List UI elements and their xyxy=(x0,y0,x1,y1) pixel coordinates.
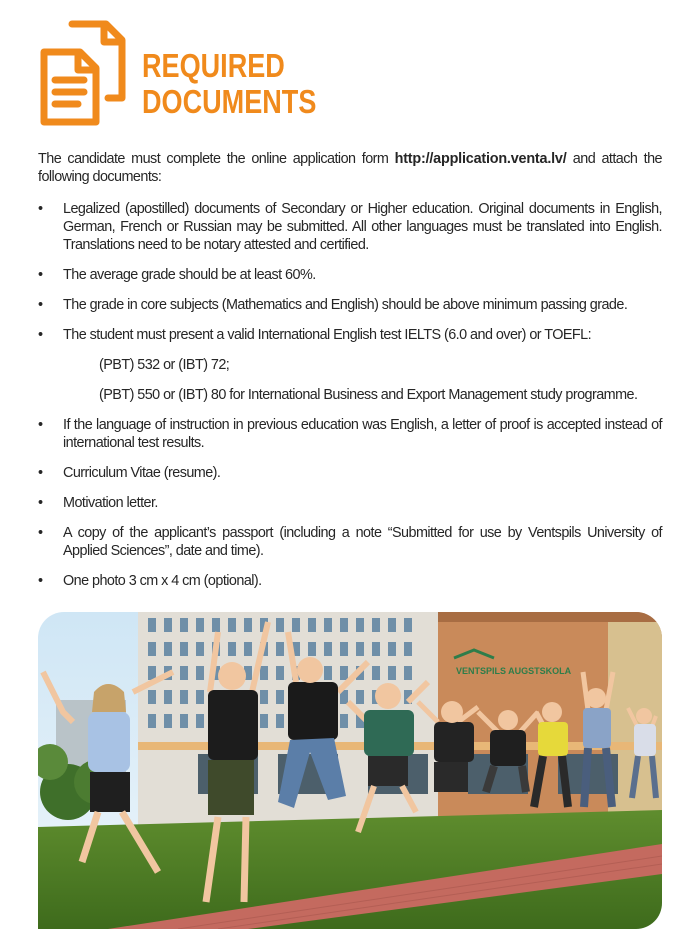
list-item-text: Curriculum Vitae (resume). xyxy=(63,465,221,481)
list-item xyxy=(38,524,662,560)
list-item xyxy=(38,266,662,284)
list-item xyxy=(38,200,662,254)
list-item xyxy=(38,494,662,512)
bullet-icon: • xyxy=(38,525,43,541)
list-item xyxy=(38,296,662,314)
intro-text-before: The candidate must complete the online application form xyxy=(38,151,395,167)
page-title xyxy=(142,48,316,120)
bullet-icon: • xyxy=(38,201,43,217)
toefl-score-line: (PBT) 532 or (IBT) 72; xyxy=(99,357,230,373)
intro-paragraph xyxy=(38,150,662,186)
bullet-icon: • xyxy=(38,267,43,283)
page-header xyxy=(38,18,658,128)
documents-icon xyxy=(38,18,128,128)
bullet-icon: • xyxy=(38,573,43,589)
bullet-icon: • xyxy=(38,327,43,343)
list-item-text: A copy of the applicant’s passport (including a note “Submitted for use by Ventspils University of Applied Sciences”, date and time). xyxy=(63,525,662,559)
requirements-list xyxy=(38,200,662,590)
intro-text-after: and attach the following documents: xyxy=(38,151,662,185)
list-item-text: The average grade should be at least 60%. xyxy=(63,267,316,283)
list-item-text: One photo 3 cm x 4 cm (optional). xyxy=(63,573,262,589)
list-item xyxy=(38,572,662,590)
list-item-text: The student must present a valid International English test IELTS (6.0 and over) or TOEFL: xyxy=(63,327,592,343)
campus-scene-image xyxy=(38,612,662,929)
title-line-1: REQUIRED xyxy=(142,47,285,84)
list-item-text: Motivation letter. xyxy=(63,495,158,511)
list-item xyxy=(38,326,662,344)
list-item xyxy=(38,464,662,482)
list-item-text: If the language of instruction in previous education was English, a letter of proof is accepted instead of international test results. xyxy=(63,417,662,451)
bullet-icon: • xyxy=(38,465,43,481)
title-line-2: DOCUMENTS xyxy=(142,83,317,120)
svg-text:VENTSPILS AUGSTSKOLA: VENTSPILS AUGSTSKOLA xyxy=(456,666,572,676)
requirements-section xyxy=(38,150,662,602)
list-item-text: The grade in core subjects (Mathematics and English) should be above minimum passing grade. xyxy=(63,297,628,313)
bullet-icon: • xyxy=(38,297,43,313)
application-link[interactable]: http://application.venta.lv/ xyxy=(394,151,567,167)
list-item-text: Legalized (apostilled) documents of Secondary or Higher education. Original documents in English, German, French or Russian may be submitted. All other languages must be translated into English. Translations need to be notary attested and certified. xyxy=(63,201,662,253)
list-item xyxy=(38,416,662,452)
toefl-score-line: (PBT) 550 or (IBT) 80 for International Business and Export Management study programme. xyxy=(99,387,638,403)
bullet-icon: • xyxy=(38,417,43,433)
bullet-icon: • xyxy=(38,495,43,511)
students-jumping-photo xyxy=(38,612,662,929)
